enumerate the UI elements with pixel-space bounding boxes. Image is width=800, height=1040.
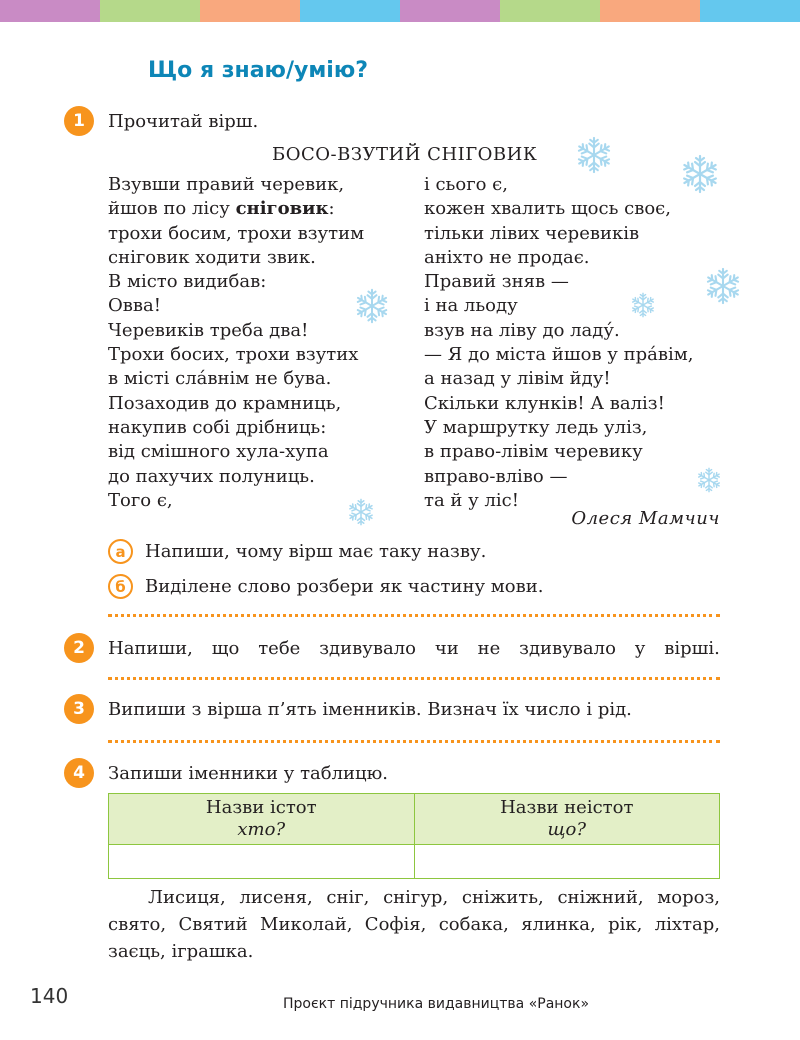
poem-line: і на льоду [424, 295, 518, 317]
task-3 [64, 694, 632, 724]
task-number-badge: 4 [64, 758, 94, 788]
task-1 [64, 106, 258, 136]
top-bar-segment [400, 0, 500, 22]
poem-line: та й у ліс! [424, 489, 519, 511]
punctuation: : [328, 198, 335, 220]
poem-column-right [424, 173, 693, 513]
word-list: Лисиця, лисеня, сніг, снігур, сніжить, сніжний, мороз, свято, Святий Миколай, Софія, собака, ялинка, рік, ліхтар, заєць, іграшка. [108, 887, 720, 962]
poem-line: до пахучих полуниць. [108, 465, 315, 487]
word: не [477, 637, 501, 659]
top-color-bar [0, 0, 800, 22]
subtask-letter-badge: а [108, 539, 133, 564]
top-bar-segment [0, 0, 100, 22]
word: що [211, 637, 240, 659]
table-header-row [109, 794, 720, 845]
nouns-table [108, 793, 720, 879]
task-text: Запиши іменники у таблицю. [108, 762, 389, 784]
word: вірші. [664, 637, 720, 659]
poem-line: в право-лівім черевику [424, 441, 643, 463]
snowflake-icon [630, 292, 656, 318]
poem-line: Скільки клунків! А валіз! [424, 392, 665, 414]
snowflake-icon [696, 467, 722, 493]
poem-line: Позаходив до крамниць, [108, 392, 342, 414]
word: здивувало [319, 637, 416, 659]
snowflake-icon [680, 154, 720, 194]
task-number-badge: 1 [64, 106, 94, 136]
poem-line: взув на ліву до ладу́. [424, 319, 620, 341]
poem-line: Трохи босих, трохи взутих [108, 344, 359, 366]
snowflake-icon [704, 267, 742, 305]
poem-line: У маршрутку ледь уліз, [424, 416, 648, 438]
poem-column-left [108, 173, 364, 513]
word: здивувало [519, 637, 616, 659]
word: у [634, 637, 646, 659]
poem-author: Олеся Мамчич [571, 508, 720, 529]
answer-line[interactable] [108, 677, 720, 680]
poem-line: тільки лівих черевиків [424, 222, 640, 244]
poem-line: аніхто не продає. [424, 246, 590, 268]
footer-text: Проєкт підручника видавництва «Ранок» [282, 996, 590, 1012]
highlighted-word: сніговик [235, 198, 329, 220]
poem-line [108, 197, 364, 221]
top-bar-segment [500, 0, 600, 22]
word: Напиши, [108, 637, 193, 659]
word: чи [434, 637, 459, 659]
poem-line: В місто видибав: [108, 271, 267, 293]
poem-title: БОСО-ВЗУТИЙ СНІГОВИК [272, 144, 538, 165]
poem-line: Овва! [108, 295, 161, 317]
snowflake-icon [354, 288, 390, 324]
poem-line: Черевиків треба два! [108, 319, 309, 341]
poem-line: в місті сла́внім не бува. [108, 368, 332, 390]
poem-line: вправо-вліво — [424, 465, 568, 487]
subtask-a [108, 539, 486, 564]
subtask-text: Виділене слово розбери як частину мови. [145, 576, 544, 597]
top-bar-segment [600, 0, 700, 22]
task-text: Випиши з вірша п’ять іменників. Визнач їх число і рід. [108, 698, 632, 720]
table-header-inanimate [414, 794, 720, 845]
poem-line: а назад у лівім йду! [424, 368, 611, 390]
subtask-text: Напиши, чому вірш має таку назву. [145, 541, 487, 562]
page-number: 140 [30, 984, 69, 1008]
column-question: що? [547, 819, 586, 840]
subtask-b [108, 574, 543, 599]
poem-line: — Я до міста йшов у пра́вім, [424, 344, 694, 366]
snowflake-icon [575, 136, 613, 174]
poem-line: трохи босим, трохи взутим [108, 222, 365, 244]
table-cell-answer[interactable] [414, 845, 720, 879]
word: тебе [258, 637, 301, 659]
task-number-badge: 2 [64, 633, 94, 663]
task-4 [64, 758, 388, 788]
subtask-letter-badge: б [108, 574, 133, 599]
poem-line: Взувши правий черевик, [108, 174, 345, 195]
poem-line: Правий зняв — [424, 271, 569, 293]
section-heading: Що я знаю/умію? [148, 58, 368, 83]
poem-line: від смішного хула-хупа [108, 441, 329, 463]
task-text: Прочитай вірш. [108, 110, 259, 132]
column-question: хто? [237, 819, 286, 840]
column-title: Назви істот [205, 797, 317, 818]
answer-line[interactable] [108, 614, 720, 617]
top-bar-segment [200, 0, 300, 22]
table-cell-answer[interactable] [109, 845, 415, 879]
poem-line: кожен хвалить щось своє, [424, 198, 671, 220]
top-bar-segment [700, 0, 800, 22]
top-bar-segment [300, 0, 400, 22]
table-header-animate [109, 794, 415, 845]
task-2 [64, 633, 720, 663]
task-number-badge: 3 [64, 694, 94, 724]
top-bar-segment [100, 0, 200, 22]
task-text [108, 638, 720, 659]
column-title: Назви неістот [500, 797, 634, 818]
poem-line: накупив собі дрібниць: [108, 416, 327, 438]
poem-line: Того є, [108, 489, 173, 511]
poem-line-text: йшов по лісу [108, 198, 230, 220]
poem-line: сніговик ходити звик. [108, 246, 316, 268]
snowflake-icon [347, 498, 375, 526]
table-row [109, 845, 720, 879]
answer-line[interactable] [108, 740, 720, 743]
poem-line: і сього є, [424, 174, 508, 195]
footer [0, 996, 800, 1012]
